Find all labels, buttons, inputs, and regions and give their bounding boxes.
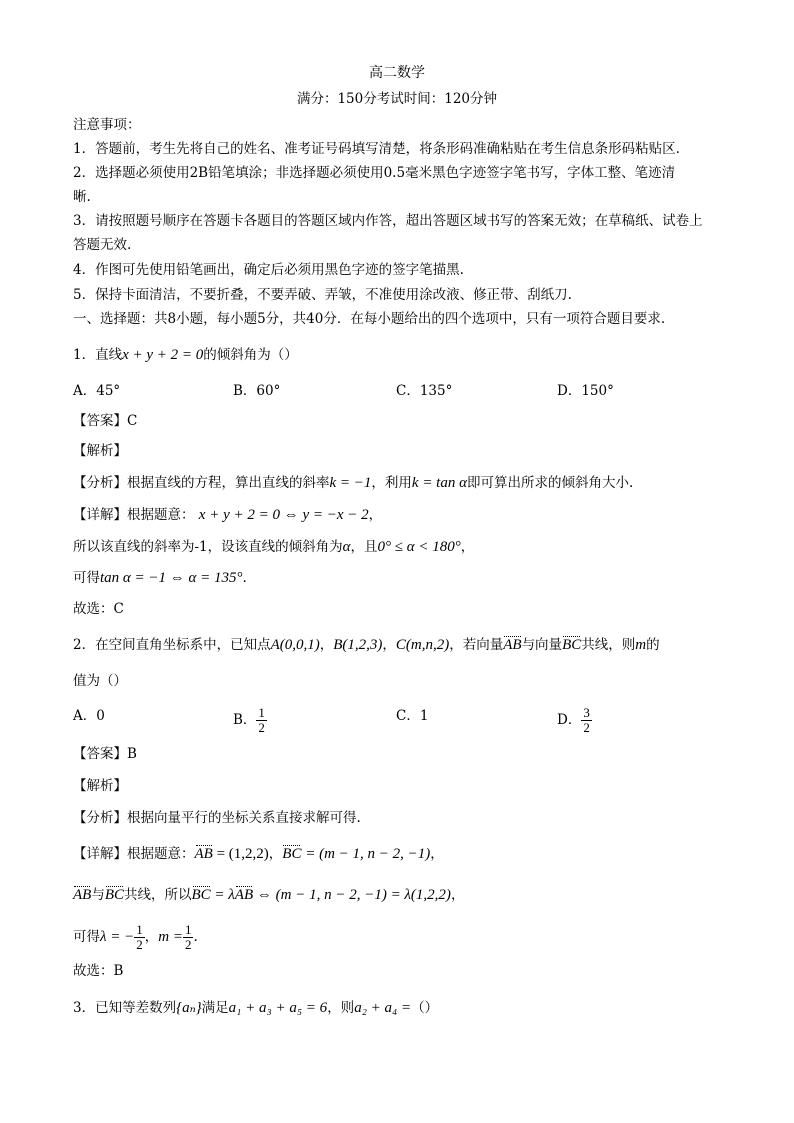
vector-ab: AB <box>234 887 254 903</box>
q1-choose: 故选：C <box>73 601 124 617</box>
vector-bc: BC <box>191 887 211 903</box>
detail-math: m = <box>158 929 183 945</box>
question-2-line2: 值为（） <box>73 673 127 689</box>
q1-option-a: A．45° <box>73 383 121 399</box>
detail-text: . <box>242 570 247 586</box>
detail-text: 所以该直线的斜率为-1，设该直线的倾斜角为 <box>73 539 343 555</box>
q2-answer <box>73 744 137 764</box>
detail-math: = λ <box>210 887 235 903</box>
q3-math: {aₙ} <box>176 1000 202 1016</box>
detail-math: α <box>342 539 351 555</box>
detail-math: 0° ≤ α < 180° <box>377 539 461 555</box>
q2-math: m <box>635 637 647 653</box>
page-title: 高二数学 <box>369 65 425 81</box>
q1-prefix: 1．直线 <box>73 347 123 363</box>
q2-fenxi <box>73 808 361 828</box>
q2-text: 共线，则 <box>581 637 636 653</box>
denominator: 2 <box>136 937 143 952</box>
note-item: 1．答题前，考生先将自己的姓名、准考证号码填写清楚，将条形码准确粘贴在考生信息条形码粘贴区. <box>73 141 680 157</box>
q1-suffix: 的倾斜角为（） <box>203 347 298 363</box>
numerator: 1 <box>136 922 143 937</box>
detail-text: ， <box>430 846 444 862</box>
q2-analysis-label: 【解析】 <box>73 778 127 794</box>
vector-bc: BC <box>104 887 124 903</box>
question-1 <box>73 345 298 365</box>
exam-info: 满分：150分考试时间：120分钟 <box>296 91 498 107</box>
fenxi-text: ，利用 <box>371 475 412 491</box>
denominator: 2 <box>583 720 590 735</box>
detail-text: ， <box>268 846 283 862</box>
q2-option-c: C．1 <box>396 708 429 724</box>
q2-text: ，若向量 <box>449 637 504 653</box>
answer-value: B <box>127 746 137 762</box>
question-3 <box>73 998 438 1018</box>
detail-math: x + y + 2 = 0 ⇔ y = −x − 2 <box>198 507 369 523</box>
vector-bc: BC <box>282 846 302 862</box>
q2-option-d <box>557 706 592 735</box>
note-item: 2．选择题必须使用2B铅笔填涂；非选择题必须使用0.5毫米黑色字迹签字笔书写，字体工整、笔迹清 <box>73 165 676 181</box>
detail-text: ， <box>144 929 159 945</box>
fenxi-label: 【分析】 <box>73 475 127 491</box>
fenxi-text: 根据直线的方程，算出直线的斜率 <box>127 475 330 491</box>
note-item: 答题无效. <box>73 237 132 253</box>
q2-detail-line2 <box>73 885 464 905</box>
vector-ab: AB <box>503 637 522 653</box>
detail-text: ， <box>460 539 475 555</box>
detail-math: ⇔ (m − 1, n − 2, −1) = λ(1,2,2) <box>253 887 451 903</box>
point-a: A(0,0,1) <box>270 637 320 653</box>
q2-text: ， <box>319 637 334 653</box>
numerator: 1 <box>184 922 192 937</box>
detail-math: tan α = −1 ⇔ α = 135° <box>100 570 243 586</box>
q1-fenxi <box>73 473 633 493</box>
q2-detail <box>73 844 444 864</box>
section-heading: 一、选择题：共8小题，每小题5分，共40分．在每小题给出的四个选项中，只有一项符合题目要求. <box>73 311 666 327</box>
q2-detail-line3 <box>73 922 198 952</box>
fenxi-text: 根据向量平行的坐标关系直接求解可得. <box>127 810 361 826</box>
denominator: 2 <box>258 720 265 735</box>
detail-text: 与 <box>91 887 105 903</box>
fenxi-math: k = −1 <box>329 475 372 491</box>
option-label: D． <box>557 712 582 728</box>
notes-heading: 注意事项： <box>73 117 141 133</box>
numerator: 1 <box>258 705 265 720</box>
q3-math: a₁ + a₃ + a₅ = 6 <box>228 1000 328 1016</box>
fenxi-text: 即可算出所求的倾斜角大小. <box>466 475 634 491</box>
detail-text: . <box>193 929 198 945</box>
vector-ab: AB <box>194 846 213 862</box>
detail-text: ， <box>450 887 465 903</box>
q2-text: ， <box>382 637 396 653</box>
q2-choose: 故选：B <box>73 963 124 979</box>
detail-label: 【详解】 <box>73 846 127 862</box>
answer-label: 【答案】 <box>73 413 127 429</box>
detail-text: 根据题意： <box>127 507 195 523</box>
detail-text: 可得 <box>73 570 100 586</box>
point-c: C(m,n,2) <box>395 637 450 653</box>
q2-option-a: A．0 <box>73 708 105 724</box>
note-item: 5．保持卡面清洁，不要折叠，不要弄破、弄皱，不准使用涂改液、修正带、刮纸刀. <box>73 287 572 303</box>
note-item: 晰. <box>73 189 91 205</box>
detail-text: 共线，所以 <box>124 887 192 903</box>
q1-option-c: C．135° <box>396 383 453 399</box>
q3-text: ，则 <box>327 1000 355 1016</box>
vector-ab: AB <box>73 887 92 903</box>
detail-text: ，且 <box>350 539 378 555</box>
q3-text: （） <box>411 1000 439 1016</box>
q1-option-d: D．150° <box>557 383 614 399</box>
answer-value: C <box>127 413 138 429</box>
detail-text: 根据题意： <box>127 846 195 862</box>
q2-option-b <box>233 706 267 735</box>
q3-text: 满足 <box>201 1000 229 1016</box>
q2-text: 2．在空间直角坐标系中，已知点 <box>73 637 271 653</box>
q1-detail <box>73 505 382 525</box>
detail-text: ， <box>368 507 383 523</box>
q1-equation: x + y + 2 = 0 <box>122 347 204 363</box>
q1-analysis-label: 【解析】 <box>73 443 127 459</box>
question-2 <box>73 635 660 655</box>
vector-bc: BC <box>562 637 582 653</box>
fenxi-math: k = tan α <box>411 475 467 491</box>
q2-text: 与向量 <box>521 637 563 653</box>
fenxi-label: 【分析】 <box>73 810 127 826</box>
detail-math: = (m − 1, n − 2, −1) <box>301 846 431 862</box>
fraction <box>256 706 267 735</box>
numerator: 3 <box>583 705 590 720</box>
q1-detail-line3 <box>73 568 247 588</box>
fraction <box>134 923 145 952</box>
detail-label: 【详解】 <box>73 507 127 523</box>
q3-math: a₂ + a₄ = <box>354 1000 412 1016</box>
q3-text: 3．已知等差数列 <box>73 1000 177 1016</box>
answer-label: 【答案】 <box>73 746 127 762</box>
detail-math: λ = − <box>100 929 135 945</box>
q1-option-b: B．60° <box>233 383 281 399</box>
fraction <box>581 706 592 735</box>
detail-math: = (1,2,2) <box>212 846 269 862</box>
note-item: 3．请按照题号顺序在答题卡各题目的答题区域内作答，超出答题区域书写的答案无效；在草稿纸、试卷上 <box>73 213 703 229</box>
q1-detail-line2 <box>73 537 474 557</box>
denominator: 2 <box>184 937 192 952</box>
point-b: B(1,2,3) <box>333 637 383 653</box>
option-label: B． <box>233 712 257 728</box>
q2-text: 的 <box>646 637 660 653</box>
note-item: 4．作图可先使用铅笔画出，确定后必须用黑色字迹的签字笔描黑. <box>73 262 464 278</box>
fraction <box>183 923 194 952</box>
q1-answer <box>73 411 137 431</box>
detail-text: 可得 <box>73 929 100 945</box>
